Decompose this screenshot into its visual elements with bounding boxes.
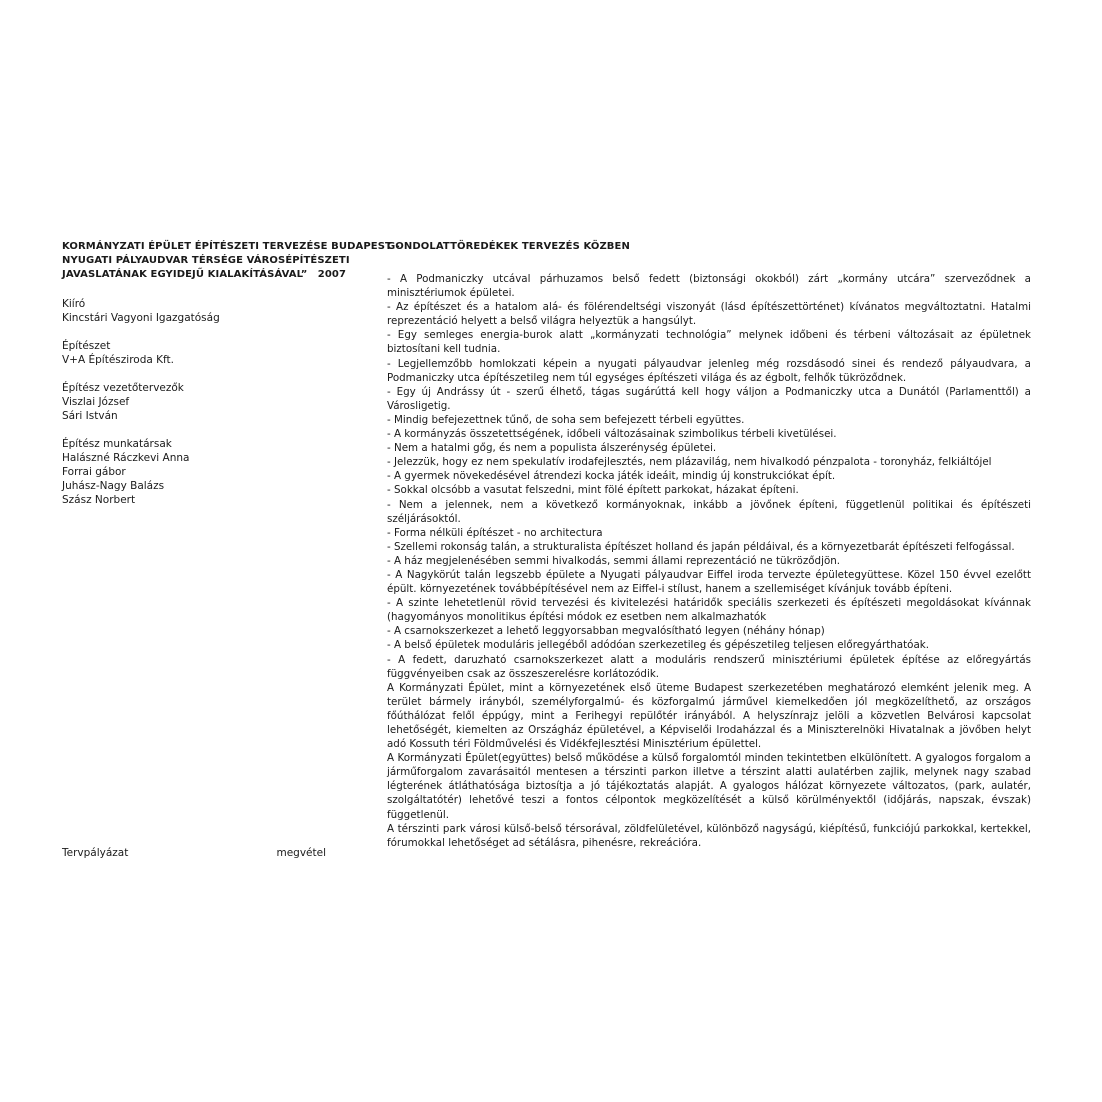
credit-name: Halászné Ráczkevi Anna (62, 452, 190, 464)
competition-label: Tervpályázat (62, 847, 129, 859)
note-paragraph: - A fedett, daruzható csarnokszerkezet alatt a moduláris rendszerű minisztériumi épületek építése az előregyártás függvényeiben csak az összeszerelésre korlátozódik. (387, 653, 1031, 680)
credit-name: V+A Építésziroda Kft. (62, 354, 174, 366)
note-paragraph: - Egy semleges energia-burok alatt „kormányzati technológia” melynek időbeni és térbeni változásait az épületnek biztosítani kell tudnia. (387, 329, 1031, 356)
notes-column (387, 240, 1031, 850)
project-title-line: NYUGATI PÁLYAUDVAR TÉRSÉGE VÁROSÉPÍTÉSZETI (62, 255, 350, 266)
note-paragraph: - A csarnokszerkezet a lehető leggyorsabban megvalósítható legyen (néhány hónap) (387, 625, 825, 638)
project-title-line: KORMÁNYZATI ÉPÜLET ÉPÍTÉSZETI TERVEZÉSE BUDAPEST - (62, 241, 400, 252)
note-paragraph: - A kormányzás összetettségének, időbeli változásainak szimbolikus térbeli kivetülései. (387, 428, 837, 441)
note-paragraph: - Mindig befejezettnek tűnő, de soha sem befejezett térbeli együttes. (387, 413, 745, 426)
credit-label: Építész munkatársak (62, 438, 172, 450)
notes-heading: GONDOLATTÖREDÉKEK TERVEZÉS KÖZBEN (387, 241, 630, 252)
competition-result-row (62, 846, 326, 860)
notes-body (387, 272, 1031, 850)
note-paragraph: - Szellemi rokonság talán, a strukturalista építészet holland és japán példáival, és a környezetbarát építészeti felfogással. (387, 540, 1015, 553)
project-title (62, 240, 400, 282)
credit-group-architecture (62, 339, 352, 367)
note-paragraph: - A szinte lehetetlenül rövid tervezési és kivitelezési határidők speciális szerkezeti és építészeti megoldásokat kívánnak (hagyományos monolitikus építési módok ez esetben nem alkalmazhatók (387, 597, 1031, 624)
note-paragraph: - Nem a jelennek, nem a következő kormányoknak, inkább a jövőnek építeni, függetlenül politikai és építészeti széljárásoktól. (387, 498, 1031, 525)
credit-group-associates (62, 437, 352, 507)
note-paragraph: - Forma nélküli építészet - no architectura (387, 526, 603, 539)
competition-result: megvétel (276, 847, 326, 859)
credit-name: Forrai gábor (62, 466, 126, 478)
note-paragraph: - Legjellemzőbb homlokzati képein a nyugati pályaudvar jelenleg még rozsdásodó sinei és rendező pályaudvara, a Podmaniczky utca építészetileg nem túl egységes építészeti világa és az égbolt, felhők tükröződnek. (387, 357, 1031, 384)
credit-label: Építészet (62, 340, 111, 352)
note-paragraph: - A belső épületek moduláris jellegéből adódóan szerkezetileg és gépészetileg teljesen előregyárthatóak. (387, 639, 929, 652)
note-paragraph: - Az építészet és a hatalom alá- és fölérendeltségi viszonyát (lásd építészettörténet) kívánatos megváltoztatni. Hatalmi reprezentáció helyett a belső világra helyeztük a hangsúlyt. (387, 301, 1031, 328)
project-title-line (62, 268, 352, 282)
credit-label: Kiíró (62, 298, 86, 310)
credit-name: Szász Norbert (62, 494, 136, 506)
credit-label: Építész vezetőtervezők (62, 382, 184, 394)
note-paragraph: - A ház megjelenésében semmi hivalkodás, semmi állami reprezentáció ne tükröződjön. (387, 554, 841, 567)
project-year: 2007 (317, 269, 346, 280)
credit-name: Juhász-Nagy Balázs (62, 480, 165, 492)
note-paragraph: - Nem a hatalmi gőg, és nem a populista álszerénység épületei. (387, 442, 717, 455)
note-paragraph: - A Podmaniczky utcával párhuzamos belső fedett (biztonsági okokból) zárt „kormány utcára” szerveződnek a minisztériumok épületei. (387, 273, 1031, 300)
credit-name: Viszlai József (62, 396, 130, 408)
note-paragraph: - Jelezzük, hogy ez nem spekulatív irodafejlesztés, nem plázavilág, nem hivalkodó pénzpalota - toronyház, felkiáltójel (387, 456, 992, 469)
note-paragraph: A Kormányzati Épület(együttes) belső működése a külső forgalomtól minden tekintetben elkülönített. A gyalogos forgalom a járműforgalom zavarásaitól mentesen a térszinti parkon illetve a térszint alatti aulatérben zajlik, melynek nagy szabad légterének átláthatósága biztosítja a jó tájékoztatás alapját. A gyalogos hálózat környezete változatos, (park, aulatér, szolgáltatótér) lehetővé teszi a fontos célpontok megközelítését a külső körülményektől (időjárás, napszak, évszak) függetlenül. (387, 752, 1031, 821)
project-title-line-text: JAVASLATÁNAK EGYIDEJŰ KIALAKÍTÁSÁVAL” (62, 269, 308, 280)
credit-group-lead-architects (62, 381, 352, 423)
note-paragraph: - A Nagykörút talán legszebb épülete a Nyugati pályaudvar Eiffel iroda tervezte épületegyüttese. Közel 150 évvel ezelőtt épült. környezetének továbbépítésével nem az Eiffel-i stílust, hanem a szellemiséget kívánjuk tovább építeni. (387, 568, 1031, 596)
note-paragraph: - Egy új Andrássy út - szerű élhető, tágas sugárúttá kell hogy váljon a Podmaniczky utca a Dunától (Parlamenttől) a Városligetig. (387, 385, 1031, 412)
note-paragraph: A térszinti park városi külső-belső térsorával, zöldfelületével, különböző nagyságú, kiépítésű, funkciójú parkokkal, kertekkel, fórumokkal lehetőséget ad sétálásra, pihenésre, rekreációra. (387, 822, 1031, 849)
note-paragraph: - Sokkal olcsóbb a vasutat felszedni, mint fölé épített parkokat, házakat építeni. (387, 484, 799, 497)
credit-name: Sári István (62, 410, 118, 422)
credit-name: Kincstári Vagyoni Igazgatóság (62, 312, 220, 324)
project-info-column (62, 240, 400, 521)
credits-list (62, 297, 352, 507)
note-paragraph: - A gyermek növekedésével átrendezi kocka játék ideáit, mindig új konstrukciókat épít. (387, 470, 836, 483)
note-paragraph: A Kormányzati Épület, mint a környezetének első üteme Budapest szerkezetében meghatározó elemként jelenik meg. A terület bármely irányból, személyforgalmú- és közforgalmú járművel kiemelkedően jól megközelíthető, az országos főúthálózat felől éppúgy, mint a Ferihegyi repülőtér irányából. A helyszínrajz jelöli a közvetlen Belvárosi kapcsolat lehetőségét, kiemelten az Országház épületével, a Képviselői Irodaházzal és a Miniszterelnöki Hivatalnak a jövőben helyt adó Kossuth téri Földművelési és Vidékfejlesztési Minisztérium épülettel. (387, 681, 1031, 751)
credit-group-client (62, 297, 352, 325)
